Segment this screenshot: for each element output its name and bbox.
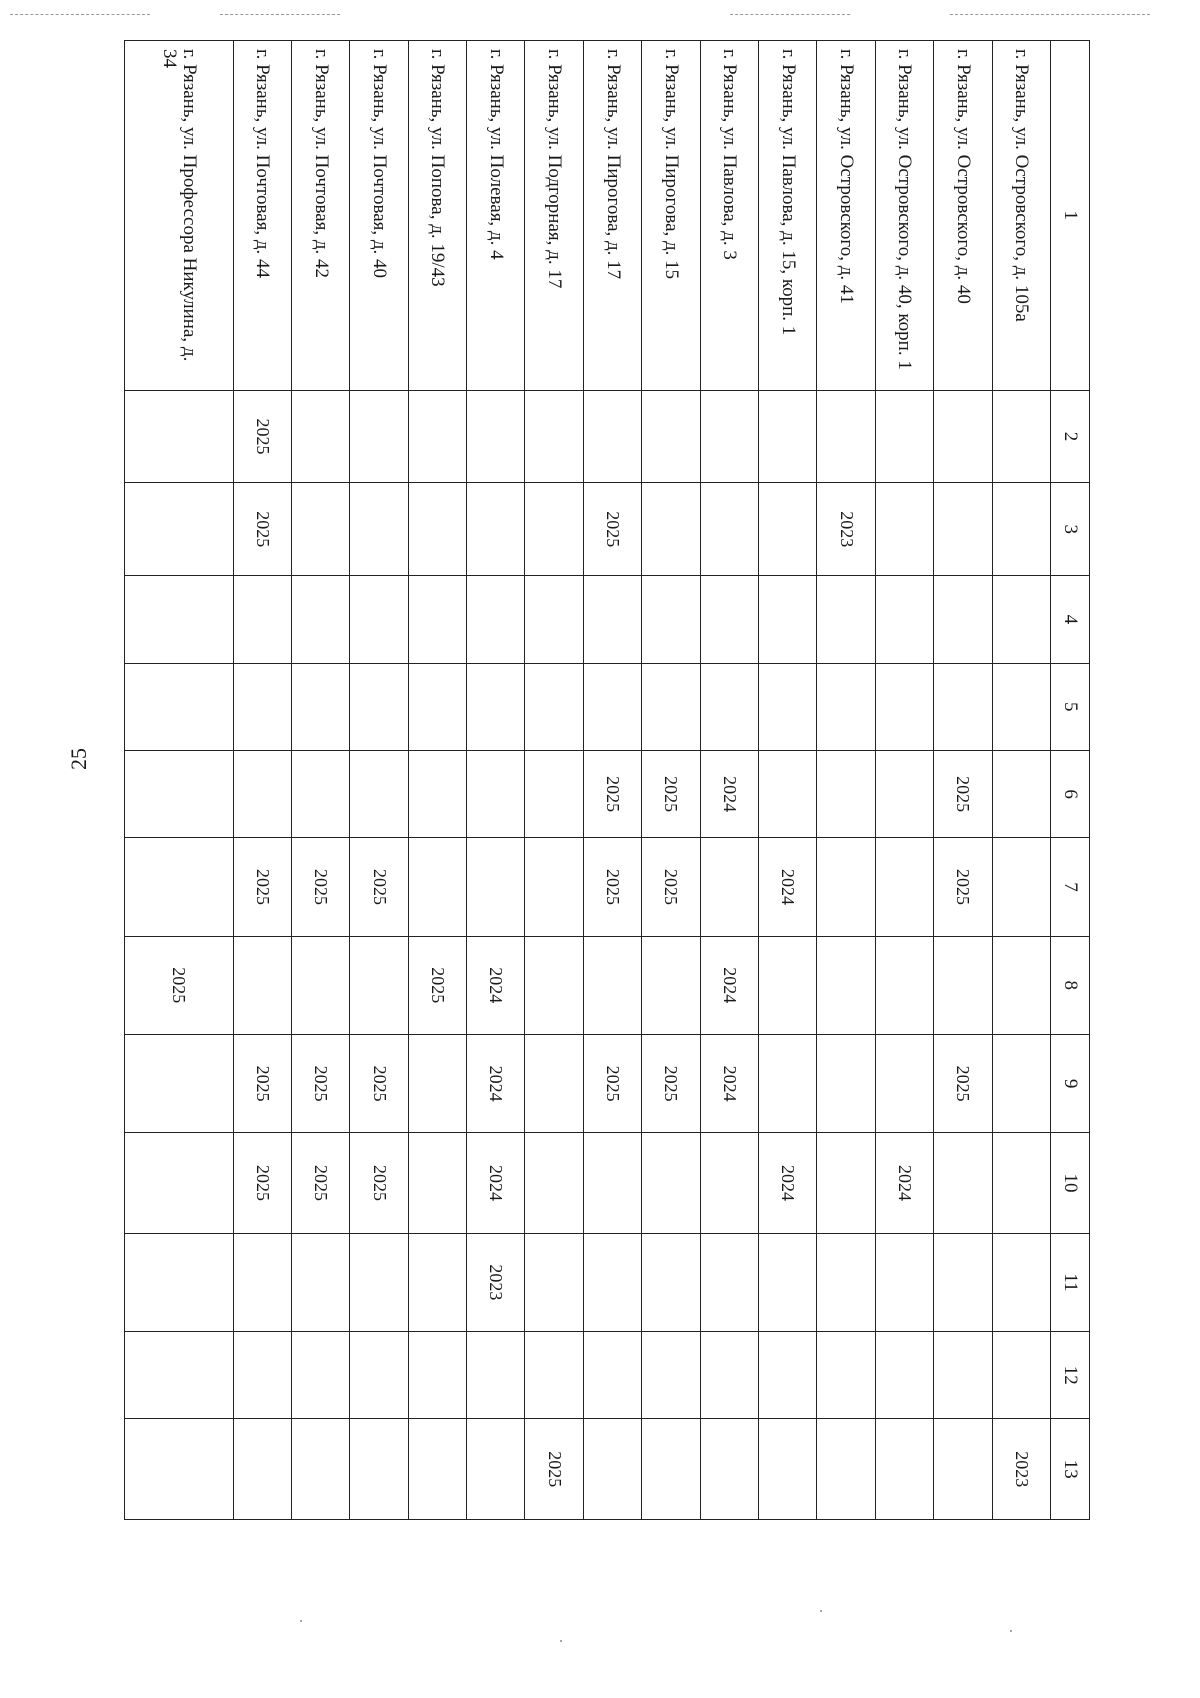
year-cell bbox=[817, 750, 875, 837]
year-cell bbox=[525, 1332, 583, 1419]
header-row bbox=[1051, 41, 1090, 1520]
year-cell bbox=[583, 936, 641, 1034]
year-cell bbox=[125, 483, 234, 576]
year-cell bbox=[934, 390, 992, 483]
column-header-6: 6 bbox=[1051, 750, 1090, 837]
year-cell bbox=[125, 576, 234, 663]
year-cell: 2025 bbox=[934, 750, 992, 837]
year-cell bbox=[992, 663, 1050, 750]
year-cell bbox=[467, 390, 525, 483]
year-cell bbox=[934, 1233, 992, 1331]
year-cell bbox=[583, 1133, 641, 1233]
scan-artifact bbox=[730, 14, 850, 16]
year-cell bbox=[642, 1419, 700, 1520]
year-cell bbox=[759, 576, 817, 663]
address-cell: г. Рязань, ул. Подгорная, д. 17 bbox=[525, 41, 583, 391]
year-cell bbox=[759, 390, 817, 483]
year-cell: 2025 bbox=[642, 1034, 700, 1132]
column-header-2: 2 bbox=[1051, 390, 1090, 483]
year-cell: 2024 bbox=[700, 936, 758, 1034]
year-cell bbox=[992, 1332, 1050, 1419]
year-cell bbox=[525, 663, 583, 750]
table-row bbox=[934, 41, 992, 1520]
address-cell: г. Рязань, ул. Почтовая, д. 40 bbox=[350, 41, 408, 391]
year-cell bbox=[350, 750, 408, 837]
year-cell bbox=[525, 936, 583, 1034]
year-cell bbox=[350, 576, 408, 663]
column-header-11: 11 bbox=[1051, 1233, 1090, 1331]
year-cell bbox=[408, 838, 466, 936]
year-cell: 2024 bbox=[759, 838, 817, 936]
year-cell bbox=[992, 1133, 1050, 1233]
year-cell bbox=[642, 936, 700, 1034]
year-cell bbox=[817, 1332, 875, 1419]
year-cell bbox=[408, 483, 466, 576]
address-cell: г. Рязань, ул. Полевая, д. 4 bbox=[467, 41, 525, 391]
column-header-13: 13 bbox=[1051, 1419, 1090, 1520]
year-cell bbox=[125, 1233, 234, 1331]
scan-artifact bbox=[820, 1610, 822, 1612]
year-cell bbox=[642, 1133, 700, 1233]
column-header-10: 10 bbox=[1051, 1133, 1090, 1233]
year-cell: 2024 bbox=[467, 1034, 525, 1132]
column-header-5: 5 bbox=[1051, 663, 1090, 750]
year-cell bbox=[291, 663, 349, 750]
year-cell bbox=[408, 576, 466, 663]
year-cell: 2023 bbox=[817, 483, 875, 576]
year-cell bbox=[875, 1332, 933, 1419]
scan-artifact bbox=[10, 14, 150, 16]
year-cell bbox=[642, 483, 700, 576]
table-row bbox=[759, 41, 817, 1520]
table-row bbox=[408, 41, 466, 1520]
year-cell bbox=[934, 1332, 992, 1419]
year-cell: 2025 bbox=[233, 1133, 291, 1233]
year-cell bbox=[467, 576, 525, 663]
year-cell bbox=[875, 390, 933, 483]
year-cell: 2025 bbox=[642, 838, 700, 936]
year-cell bbox=[642, 390, 700, 483]
year-cell bbox=[125, 1332, 234, 1419]
year-cell bbox=[583, 1419, 641, 1520]
year-cell bbox=[350, 663, 408, 750]
address-cell: г. Рязань, ул. Островского, д. 40 bbox=[934, 41, 992, 391]
year-cell bbox=[642, 576, 700, 663]
year-cell bbox=[934, 936, 992, 1034]
year-cell bbox=[291, 750, 349, 837]
year-cell bbox=[700, 1133, 758, 1233]
year-cell bbox=[583, 663, 641, 750]
address-cell: г. Рязань, ул. Островского, д. 105а bbox=[992, 41, 1050, 391]
column-header-8: 8 bbox=[1051, 936, 1090, 1034]
address-cell: г. Рязань, ул. Почтовая, д. 42 bbox=[291, 41, 349, 391]
year-cell: 2025 bbox=[233, 1034, 291, 1132]
address-cell: г. Рязань, ул. Попова, д. 19/43 bbox=[408, 41, 466, 391]
year-cell bbox=[817, 390, 875, 483]
year-cell bbox=[467, 838, 525, 936]
year-cell bbox=[525, 1133, 583, 1233]
year-cell: 2023 bbox=[467, 1233, 525, 1331]
year-cell bbox=[525, 838, 583, 936]
year-cell: 2025 bbox=[233, 483, 291, 576]
address-cell: г. Рязань, ул. Павлова, д. 15, корп. 1 bbox=[759, 41, 817, 391]
table-row bbox=[817, 41, 875, 1520]
year-cell bbox=[583, 576, 641, 663]
year-cell bbox=[817, 1034, 875, 1132]
year-cell bbox=[992, 838, 1050, 936]
year-cell bbox=[875, 1034, 933, 1132]
table-row bbox=[700, 41, 758, 1520]
address-cell: г. Рязань, ул. Почтовая, д. 44 bbox=[233, 41, 291, 391]
year-cell: 2025 bbox=[233, 838, 291, 936]
column-header-1: 1 bbox=[1051, 41, 1090, 391]
year-cell bbox=[291, 1332, 349, 1419]
table-row bbox=[233, 41, 291, 1520]
year-cell bbox=[467, 1332, 525, 1419]
year-cell bbox=[934, 1419, 992, 1520]
year-cell bbox=[233, 936, 291, 1034]
year-cell bbox=[525, 483, 583, 576]
year-cell bbox=[759, 1332, 817, 1419]
year-cell bbox=[467, 483, 525, 576]
year-cell bbox=[759, 936, 817, 1034]
address-cell: г. Рязань, ул. Пирогова, д. 17 bbox=[583, 41, 641, 391]
year-cell bbox=[875, 483, 933, 576]
scan-artifact bbox=[1010, 1630, 1012, 1632]
year-cell bbox=[875, 750, 933, 837]
year-cell bbox=[817, 1133, 875, 1233]
year-cell: 2025 bbox=[350, 1133, 408, 1233]
year-cell bbox=[350, 1233, 408, 1331]
year-cell bbox=[350, 483, 408, 576]
year-cell bbox=[233, 1419, 291, 1520]
address-cell: г. Рязань, ул. Островского, д. 41 bbox=[817, 41, 875, 391]
year-cell bbox=[408, 750, 466, 837]
year-cell bbox=[759, 1419, 817, 1520]
year-cell bbox=[759, 1034, 817, 1132]
year-cell bbox=[125, 663, 234, 750]
year-cell bbox=[125, 1034, 234, 1132]
table-row bbox=[350, 41, 408, 1520]
year-cell: 2024 bbox=[467, 1133, 525, 1233]
year-cell bbox=[934, 483, 992, 576]
year-cell bbox=[759, 663, 817, 750]
year-cell bbox=[525, 750, 583, 837]
table-row bbox=[291, 41, 349, 1520]
year-cell: 2024 bbox=[700, 1034, 758, 1132]
year-cell bbox=[291, 483, 349, 576]
year-cell bbox=[350, 1419, 408, 1520]
address-cell: г. Рязань, ул. Профессора Никулина, д. 34 bbox=[125, 41, 234, 391]
year-cell bbox=[408, 1419, 466, 1520]
year-cell bbox=[408, 390, 466, 483]
year-cell bbox=[583, 1332, 641, 1419]
year-cell: 2025 bbox=[350, 1034, 408, 1132]
column-header-12: 12 bbox=[1051, 1332, 1090, 1419]
year-cell bbox=[408, 1133, 466, 1233]
year-cell bbox=[817, 1233, 875, 1331]
year-cell: 2025 bbox=[934, 838, 992, 936]
year-cell bbox=[875, 663, 933, 750]
year-cell bbox=[525, 1034, 583, 1132]
year-cell bbox=[992, 483, 1050, 576]
year-cell bbox=[992, 936, 1050, 1034]
year-cell bbox=[759, 1233, 817, 1331]
year-cell bbox=[408, 663, 466, 750]
scan-artifact bbox=[300, 1620, 302, 1622]
year-cell: 2025 bbox=[934, 1034, 992, 1132]
year-cell bbox=[291, 576, 349, 663]
year-cell bbox=[125, 838, 234, 936]
column-header-3: 3 bbox=[1051, 483, 1090, 576]
column-header-7: 7 bbox=[1051, 838, 1090, 936]
year-cell bbox=[759, 750, 817, 837]
year-cell: 2025 bbox=[583, 1034, 641, 1132]
year-cell: 2023 bbox=[992, 1419, 1050, 1520]
table-row bbox=[125, 41, 234, 1520]
year-cell bbox=[408, 1034, 466, 1132]
year-cell bbox=[291, 390, 349, 483]
year-cell bbox=[817, 663, 875, 750]
year-cell bbox=[583, 1233, 641, 1331]
schedule-table bbox=[124, 40, 1090, 1520]
year-cell bbox=[875, 576, 933, 663]
year-cell bbox=[700, 1419, 758, 1520]
year-cell: 2025 bbox=[291, 1034, 349, 1132]
year-cell bbox=[583, 390, 641, 483]
scan-artifact bbox=[560, 1640, 562, 1642]
year-cell bbox=[233, 1332, 291, 1419]
year-cell bbox=[233, 750, 291, 837]
year-cell bbox=[875, 1419, 933, 1520]
year-cell bbox=[934, 663, 992, 750]
year-cell: 2025 bbox=[583, 483, 641, 576]
column-header-9: 9 bbox=[1051, 1034, 1090, 1132]
year-cell bbox=[700, 1233, 758, 1331]
year-cell bbox=[467, 663, 525, 750]
year-cell bbox=[817, 838, 875, 936]
page-number: 25 bbox=[66, 748, 91, 770]
year-cell bbox=[291, 1233, 349, 1331]
year-cell bbox=[992, 1233, 1050, 1331]
year-cell bbox=[700, 1332, 758, 1419]
rotated-table-container bbox=[124, 40, 1090, 1520]
year-cell bbox=[642, 1332, 700, 1419]
column-header-4: 4 bbox=[1051, 576, 1090, 663]
year-cell bbox=[759, 483, 817, 576]
year-cell bbox=[350, 1332, 408, 1419]
year-cell bbox=[817, 1419, 875, 1520]
scan-artifact bbox=[220, 14, 340, 16]
year-cell bbox=[467, 750, 525, 837]
year-cell: 2025 bbox=[408, 936, 466, 1034]
year-cell bbox=[408, 1233, 466, 1331]
year-cell bbox=[125, 390, 234, 483]
year-cell bbox=[291, 1419, 349, 1520]
year-cell: 2025 bbox=[125, 936, 234, 1034]
year-cell bbox=[992, 1034, 1050, 1132]
year-cell: 2024 bbox=[700, 750, 758, 837]
table-row bbox=[875, 41, 933, 1520]
year-cell: 2025 bbox=[291, 838, 349, 936]
address-cell: г. Рязань, ул. Пирогова, д. 15 bbox=[642, 41, 700, 391]
table-row bbox=[642, 41, 700, 1520]
year-cell bbox=[875, 838, 933, 936]
year-cell bbox=[642, 1233, 700, 1331]
address-cell: г. Рязань, ул. Островского, д. 40, корп. 1 bbox=[875, 41, 933, 391]
year-cell: 2025 bbox=[642, 750, 700, 837]
year-cell: 2024 bbox=[759, 1133, 817, 1233]
table-row bbox=[583, 41, 641, 1520]
year-cell bbox=[992, 390, 1050, 483]
year-cell bbox=[642, 663, 700, 750]
year-cell bbox=[817, 576, 875, 663]
year-cell: 2025 bbox=[525, 1419, 583, 1520]
year-cell: 2025 bbox=[291, 1133, 349, 1233]
year-cell bbox=[700, 663, 758, 750]
year-cell bbox=[875, 1233, 933, 1331]
year-cell bbox=[700, 576, 758, 663]
year-cell bbox=[525, 1233, 583, 1331]
year-cell bbox=[125, 1133, 234, 1233]
year-cell bbox=[700, 390, 758, 483]
table-row bbox=[525, 41, 583, 1520]
year-cell bbox=[525, 390, 583, 483]
year-cell bbox=[525, 576, 583, 663]
year-cell bbox=[233, 1233, 291, 1331]
year-cell bbox=[350, 936, 408, 1034]
year-cell bbox=[125, 1419, 234, 1520]
address-cell: г. Рязань, ул. Павлова, д. 3 bbox=[700, 41, 758, 391]
year-cell: 2024 bbox=[875, 1133, 933, 1233]
year-cell: 2025 bbox=[583, 750, 641, 837]
table-row bbox=[467, 41, 525, 1520]
year-cell bbox=[233, 663, 291, 750]
year-cell bbox=[467, 1419, 525, 1520]
year-cell bbox=[934, 576, 992, 663]
year-cell bbox=[350, 390, 408, 483]
year-cell: 2025 bbox=[233, 390, 291, 483]
year-cell bbox=[125, 750, 234, 837]
year-cell bbox=[700, 838, 758, 936]
year-cell bbox=[875, 936, 933, 1034]
year-cell bbox=[992, 576, 1050, 663]
year-cell bbox=[291, 936, 349, 1034]
year-cell: 2025 bbox=[350, 838, 408, 936]
table-row bbox=[992, 41, 1050, 1520]
year-cell bbox=[408, 1332, 466, 1419]
year-cell bbox=[700, 483, 758, 576]
year-cell: 2025 bbox=[583, 838, 641, 936]
year-cell bbox=[992, 750, 1050, 837]
year-cell bbox=[817, 936, 875, 1034]
year-cell bbox=[934, 1133, 992, 1233]
year-cell: 2024 bbox=[467, 936, 525, 1034]
scan-artifact bbox=[950, 14, 1150, 16]
year-cell bbox=[233, 576, 291, 663]
